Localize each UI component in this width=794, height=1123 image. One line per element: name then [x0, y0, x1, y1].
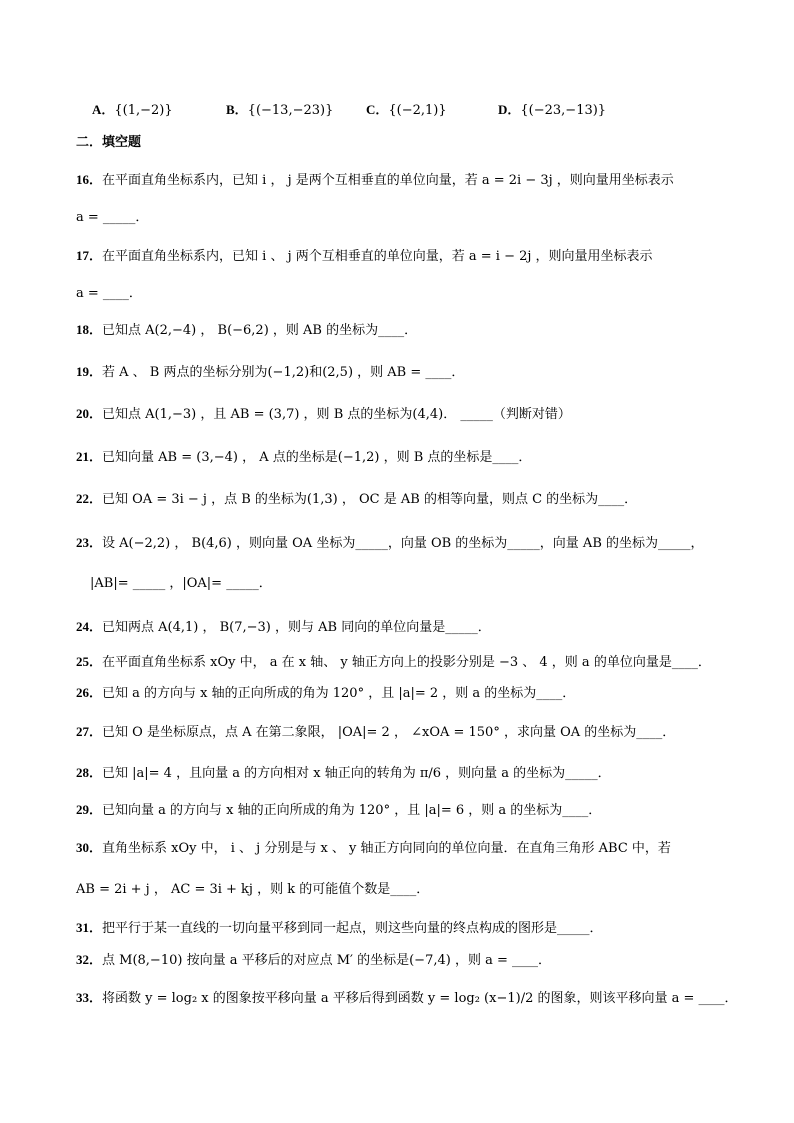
option-c: C．{(−2,1)}	[366, 102, 447, 118]
question-19: 19．若 A 、 B 两点的坐标分别为(−1,2)和(2,5) ，则 AB = ____．	[76, 364, 465, 380]
question-24: 24．已知两点 A(4,1) ， B(7,−3) ，则与 AB 同向的单位向量是_____．	[76, 619, 491, 635]
question-23: 23．设 A(−2,2) ， B(4,6) ，则向量 OA 坐标为_____，向量 OB 的坐标为_____，向量 AB 的坐标为_____，	[76, 535, 704, 551]
question-26: 26．已知 a 的方向与 x 轴的正向所成的角为 120° ，且 |a|= 2 ，则 a 的坐标为____．	[76, 685, 576, 701]
question-30: 30．直角坐标系 xOy 中， i 、 j 分别是与 x 、 y 轴正方向同向的单位向量．在直角三角形 ABC 中，若	[76, 840, 671, 856]
question-32: 32．点 M(8,−10) 按向量 a 平移后的对应点 M′ 的坐标是(−7,4) ，则 a = ____．	[76, 952, 551, 968]
question-20: 20．已知点 A(1,−3) ，且 AB = (3,7) ，则 B 点的坐标为(4,4)． _____（判断对错）	[76, 406, 571, 422]
section-title: 二．填空题	[76, 135, 142, 150]
question-29: 29．已知向量 a 的方向与 x 轴的正向所成的角为 120° ，且 |a|= 6 ，则 a 的坐标为____．	[76, 802, 602, 818]
question-16: 16．在平面直角坐标系内，已知 i ， j 是两个互相垂直的单位向量，若 a = 2i − 3j ，则向量用坐标表示	[76, 172, 674, 188]
question-28: 28．已知 |a|= 4 ，且向量 a 的方向相对 x 轴正向的转角为 π/6 ，则向量 a 的坐标为_____．	[76, 765, 611, 781]
question-16-answer: a = _____．	[76, 210, 149, 225]
question-21: 21．已知向量 AB = (3,−4) ， A 点的坐标是(−1,2) ，则 B 点的坐标是____．	[76, 449, 532, 465]
option-a: A．{(1,−2)}	[92, 102, 173, 118]
question-22: 22．已知 OA = 3i − j ，点 B 的坐标为(1,3) ， OC 是 AB 的相等向量，则点 C 的坐标为____．	[76, 491, 638, 507]
question-25: 25．在平面直角坐标系 xOy 中， a 在 x 轴、 y 轴正方向上的投影分别是 −3 、 4 ，则 a 的单位向量是____．	[76, 654, 711, 670]
option-d: D．{(−23,−13)}	[498, 102, 607, 118]
question-31: 31．把平行于某一直线的一切向量平移到同一起点，则这些向量的终点构成的图形是_____．	[76, 920, 603, 936]
question-33: 33．将函数 y = log₂ x 的图象按平移向量 a 平移后得到函数 y = log₂ (x−1)/2 的图象，则该平移向量 a = ____．	[76, 990, 738, 1006]
question-18: 18．已知点 A(2,−4) ， B(−6,2) ，则 AB 的坐标为____．	[76, 322, 418, 338]
question-17: 17．在平面直角坐标系内，已知 i 、 j 两个互相垂直的单位向量，若 a = i − 2j ，则向量用坐标表示	[76, 248, 653, 264]
question-30-cont: AB = 2i + j ， AC = 3i + kj ，则 k 的可能值个数是____．	[76, 882, 430, 897]
question-27: 27．已知 O 是坐标原点，点 A 在第二象限， |OA|= 2 ， ∠xOA = 150° ，求向量 OA 的坐标为____．	[76, 724, 676, 740]
question-17-answer: a = ____．	[76, 286, 142, 301]
option-b: B．{(−13,−23)}	[226, 102, 334, 118]
question-23-cont: |AB|= _____ ，|OA|= _____．	[90, 576, 272, 591]
